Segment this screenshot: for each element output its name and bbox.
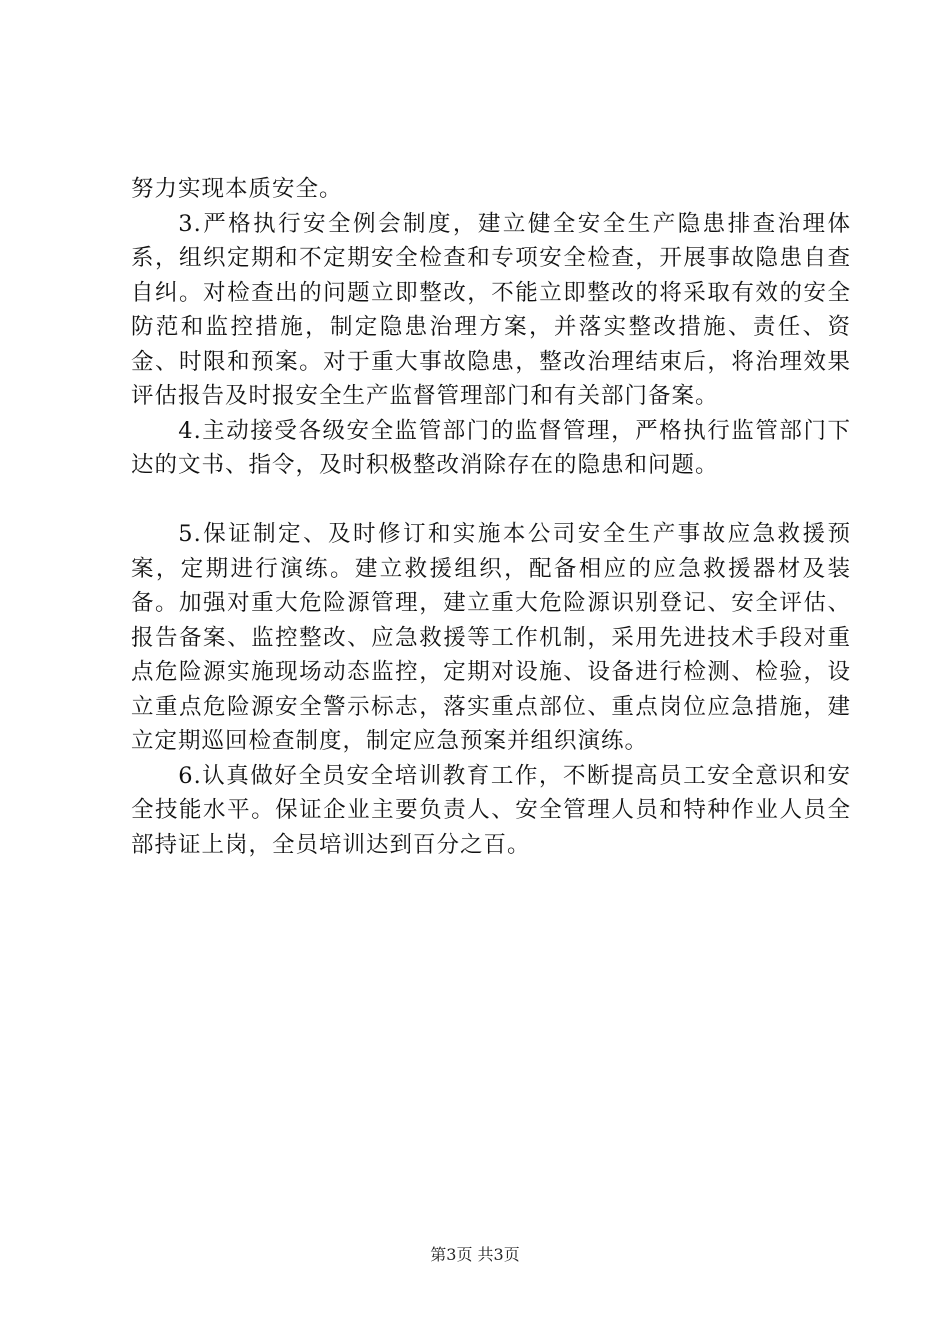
paragraph-item-5: 5.保证制定、及时修订和实施本公司安全生产事故应急救援预案，定期进行演练。建立救援组织，配备相应的应急救援器材及装备。加强对重大危险源管理，建立重大危险源识别登记、安全评估、报告备案、监控整改、应急救援等工作机制，采用先进技术手段对重点危险源实施现场动态监控，定期对设施、设备进行检测、检验，设立重点危险源安全警示标志，落实重点部位、重点岗位应急措施，建立定期巡回检查制度，制定应急预案并组织演练。 [131,521,851,754]
paragraph-item-6: 6.认真做好全员安全培训教育工作，不断提高员工安全意识和安全技能水平。保证企业主要负责人、安全管理人员和特种作业人员全部持证上岗，全员培训达到百分之百。 [131,762,851,858]
paragraph-item-3: 3.严格执行安全例会制度，建立健全安全生产隐患排查治理体系，组织定期和不定期安全检查和专项安全检查，开展事故隐患自查自纠。对检查出的问题立即整改，不能立即整改的将采取有效的安全防范和监控措施，制定隐患治理方案，并落实整改措施、责任、资金、时限和预案。对于重大事故隐患，整改治理结束后，将治理效果评估报告及时报安全生产监督管理部门和有关部门备案。 [131,210,851,409]
page-number-footer: 第3页 共3页 [430,1245,520,1264]
document-body [131,172,851,862]
paragraph-item-4: 4.主动接受各级安全监管部门的监督管理，严格执行监管部门下达的文书、指令，及时积极整改消除存在的隐患和问题。 [131,417,851,478]
paragraph-continuation: 努力实现本质安全。 [131,176,343,202]
